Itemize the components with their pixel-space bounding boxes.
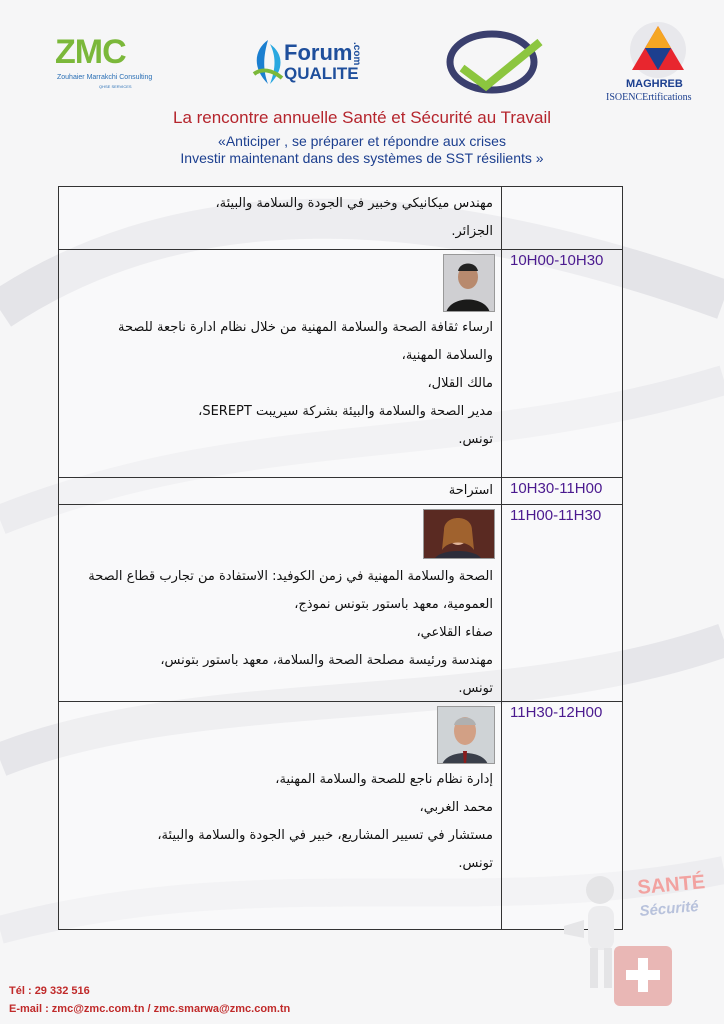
session-cell — [59, 478, 502, 504]
zmc-logo — [55, 33, 155, 93]
forum-com: .com — [351, 42, 362, 66]
session-line: الصحة والسلامة المهنية في زمن الكوفيد: الاستفادة من تجارب قطاع الصحة — [88, 569, 493, 584]
table-row — [59, 249, 622, 477]
table-row — [59, 504, 622, 701]
session-line: والسلامة المهنية، — [401, 348, 493, 363]
safety-mascot-illustration — [560, 862, 720, 1022]
time-cell: 11H00-11H30 — [510, 507, 602, 524]
session-line: محمد الغربي، — [419, 800, 493, 815]
speaker-photo — [443, 254, 495, 312]
email-label: E-mail : — [9, 1003, 49, 1015]
speaker-photo — [437, 706, 495, 764]
forum-qualite-word: QUALITE — [284, 64, 359, 83]
mascot-sante-text: SANTÉ — [636, 871, 706, 899]
session-line: إدارة نظام ناجع للصحة والسلامة المهنية، — [275, 772, 493, 787]
session-line: مستشار في تسيير المشاريع، خبير في الجودة والسلامة والبيئة، — [157, 828, 493, 843]
session-line: مهندسة ورئيسة مصلحة الصحة والسلامة، معهد باستور بتونس، — [160, 653, 493, 668]
session-line: تونس. — [458, 681, 493, 696]
maghreb-isoence-logo — [600, 22, 715, 104]
session-cell — [59, 702, 502, 929]
session-line: مالك القلال، — [427, 376, 493, 391]
forum-qualite-logo — [248, 38, 368, 88]
footer-phone — [9, 985, 90, 997]
table-row — [59, 701, 622, 929]
session-line: صفاء القلاعي، — [416, 625, 493, 640]
maghreb-sub: ISOENCErtifications — [606, 92, 692, 103]
table-row — [59, 477, 622, 504]
session-cell — [59, 505, 502, 701]
session-line: تونس. — [458, 856, 493, 871]
session-line: مهندس ميكانيكي وخبير في الجودة والسلامة والبيئة، — [215, 196, 493, 211]
session-line: الجزائر. — [451, 224, 493, 239]
quality-circle-logo — [444, 28, 544, 96]
zmc-tag: QHSE SERVICES — [99, 84, 132, 89]
event-subtitle-line2: Investir maintenant dans des systèmes de SST résilients » — [180, 150, 544, 166]
time-cell: 11H30-12H00 — [510, 704, 603, 721]
leaf-icon — [248, 38, 288, 86]
maghreb-name: MAGHREB — [626, 78, 683, 90]
session-line: العمومية، معهد باستور بتونس نموذج، — [294, 597, 493, 612]
zmc-name: Zouhaier Marrakchi Consulting — [57, 74, 153, 81]
footer-email — [9, 1003, 290, 1015]
session-line: تونس. — [458, 432, 493, 447]
session-line: استراحة — [448, 483, 493, 498]
zmc-mark: ZMC — [55, 33, 126, 71]
speaker-photo — [423, 509, 495, 559]
schedule-table — [58, 186, 623, 930]
event-title: La rencontre annuelle Santé et Sécurité au Travail — [172, 108, 552, 127]
session-cell — [59, 187, 502, 249]
triangle-logo-icon — [600, 22, 715, 78]
phone-value: 29 332 516 — [34, 985, 90, 997]
email-value[interactable]: zmc@zmc.com.tn / zmc.smarwa@zmc.com.tn — [51, 1003, 291, 1015]
session-line: مدير الصحة والسلامة والبيئة بشركة سيريبت SEREPT، — [198, 404, 493, 419]
table-row — [59, 187, 622, 249]
time-cell: 10H30-11H00 — [510, 480, 603, 497]
event-subtitle-line1: «Anticiper , se préparer et répondre aux crises — [218, 133, 506, 149]
phone-label: Tél : — [9, 985, 32, 997]
time-cell — [502, 187, 622, 249]
forum-word: Forum — [284, 40, 353, 65]
session-line: ارساء ثقافة الصحة والسلامة المهنية من خلال نظام ادارة ناجعة للصحة — [117, 320, 493, 335]
mascot-securite-text: Sécurité — [638, 897, 700, 920]
session-cell — [59, 250, 502, 477]
time-cell: 10H00-10H30 — [510, 252, 604, 269]
